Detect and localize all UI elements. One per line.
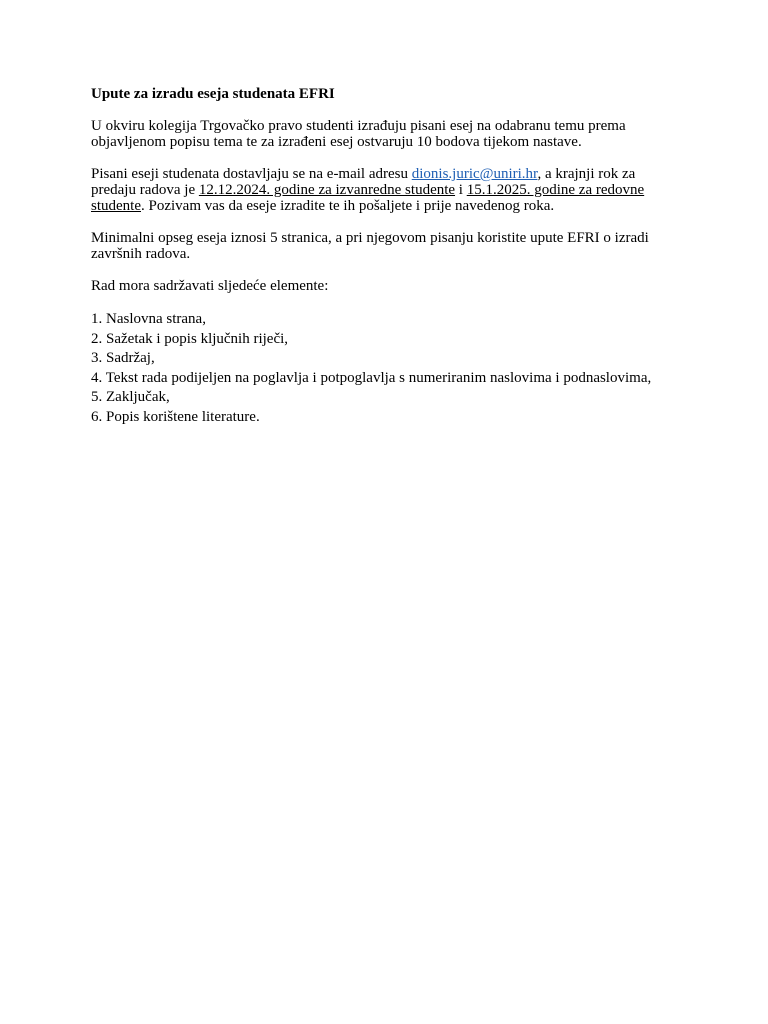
length-paragraph: Minimalni opseg eseja iznosi 5 stranica, a pri njegovom pisanju koristite upute EFRI o izradi završnih radova.: [91, 230, 649, 262]
list-item: 1. Naslovna strana,: [91, 311, 206, 327]
list-item: 6. Popis korištene literature.: [91, 408, 260, 425]
submission-text-part-3: i: [455, 182, 467, 198]
intro-paragraph: U okviru kolegija Trgovačko pravo studenti izrađuju pisani esej na odabranu temu prema objavljenom popisu tema te za izrađeni esej ostvaruju 10 bodova tijekom nastave.: [91, 118, 626, 150]
required-elements-list: [91, 310, 661, 427]
email-link[interactable]: dionis.juric@uniri.hr: [411, 166, 538, 182]
list-item: 5. Zaključak,: [91, 389, 170, 405]
submission-paragraph: [91, 166, 661, 214]
deadline-full-time: 15.1.2025. godine za redovne studente: [91, 182, 645, 214]
list-item: 3. Sadržaj,: [91, 350, 155, 366]
submission-text-part-4: . Pozivam vas da eseje izradite te ih pošaljete i prije navedenog roka.: [141, 198, 555, 214]
deadline-part-time: 12.12.2024. godine za izvanredne studente: [198, 182, 456, 198]
submission-text-part-2: , a krajnji rok za predaju radova je: [91, 166, 636, 198]
elements-intro-paragraph: Rad mora sadržavati sljedeće elemente:: [91, 278, 329, 294]
list-item: 2. Sažetak i popis ključnih riječi,: [91, 330, 289, 347]
list-item: 4. Tekst rada podijeljen na poglavlja i potpoglavlja s numeriranim naslovima i podnaslovima,: [91, 369, 652, 386]
document-title: Upute za izradu eseja studenata EFRI: [91, 86, 335, 102]
document-content: [91, 86, 661, 427]
submission-text-part-1: Pisani eseji studenata dostavljaju se na e-mail adresu: [91, 166, 412, 182]
